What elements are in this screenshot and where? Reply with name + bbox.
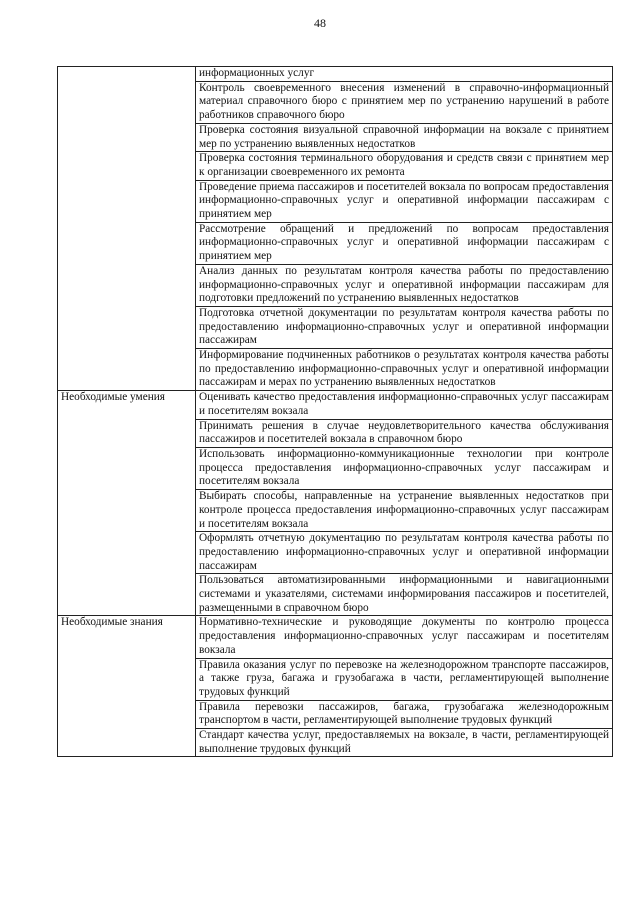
requirement-item: Стандарт качества услуг, предоставляемых на вокзале, в части, регламентирующей выполнение трудовых функций bbox=[196, 729, 613, 757]
section-label: Необходимые умения bbox=[58, 391, 196, 616]
requirements-table bbox=[57, 66, 613, 757]
requirement-item: Информирование подчиненных работников о результатах контроля качества работы по предоставлению информационно-справочных услуг и оперативной информации пассажирам и мерах по устранению выявленных недостатков bbox=[196, 349, 613, 391]
section-label: Необходимые знания bbox=[58, 616, 196, 757]
requirement-item: Правила оказания услуг по перевозке на железнодорожном транспорте пассажиров, а также груза, багажа и грузобагажа в части, регламентирующей выполнение трудовых функций bbox=[196, 658, 613, 700]
requirement-item: Оценивать качество предоставления информационно-справочных услуг пассажирам и посетителям вокзала bbox=[196, 391, 613, 419]
requirement-item: Проведение приема пассажиров и посетителей вокзала по вопросам предоставления информационно-справочных услуг и оперативной информации пассажирам с принятием мер bbox=[196, 180, 613, 222]
requirement-item: информационных услуг bbox=[196, 67, 613, 82]
requirement-item: Проверка состояния терминального оборудования и средств связи с принятием мер к организации своевременного их ремонта bbox=[196, 152, 613, 180]
requirement-item: Контроль своевременного внесения изменений в справочно-информационный материал справочного бюро с принятием мер по устранению нарушений в работе работников справочного бюро bbox=[196, 81, 613, 123]
requirement-item: Выбирать способы, направленные на устранение выявленных недостатков при контроле процесса предоставления информационно-справочных услуг пассажирам и посетителям вокзала bbox=[196, 490, 613, 532]
table-row bbox=[58, 67, 613, 82]
section-label bbox=[58, 67, 196, 391]
requirement-item: Пользоваться автоматизированными информационными и навигационными системами и указателями, системами информирования пассажиров и посетителей, размещенными в справочном бюро bbox=[196, 574, 613, 616]
table-body bbox=[58, 67, 613, 757]
requirement-item: Подготовка отчетной документации по результатам контроля качества работы по предоставлению информационно-справочных услуг и оперативной информации пассажирам bbox=[196, 306, 613, 348]
requirement-item: Правила перевозки пассажиров, багажа, грузобагажа железнодорожным транспортом в части, регламентирующей выполнение трудовых функций bbox=[196, 700, 613, 728]
requirement-item: Нормативно-технические и руководящие документы по контролю процесса предоставления информационно-справочных услуг пассажирам и посетителям вокзала bbox=[196, 616, 613, 658]
requirement-item: Проверка состояния визуальной справочной информации на вокзале с принятием мер по устранению выявленных недостатков bbox=[196, 123, 613, 151]
table-row bbox=[58, 391, 613, 419]
requirement-item: Анализ данных по результатам контроля качества работы по предоставлению информационно-справочных услуг и оперативной информации пассажирам для подготовки предложений по устранению выявленных недостатков bbox=[196, 264, 613, 306]
requirement-item: Использовать информационно-коммуникационные технологии при контроле процесса предоставления информационно-справочных услуг пассажирам и посетителям вокзала bbox=[196, 447, 613, 489]
requirement-item: Рассмотрение обращений и предложений по вопросам предоставления информационно-справочных услуг и оперативной информации пассажирам с принятием мер bbox=[196, 222, 613, 264]
table-row bbox=[58, 616, 613, 658]
requirement-item: Принимать решения в случае неудовлетворительного качества обслуживания пассажиров и посетителей вокзала в справочном бюро bbox=[196, 419, 613, 447]
requirement-item: Оформлять отчетную документацию по результатам контроля качества работы по предоставлению информационно-справочных услуг и оперативной информации пассажирам bbox=[196, 532, 613, 574]
page-number: 48 bbox=[314, 16, 326, 30]
